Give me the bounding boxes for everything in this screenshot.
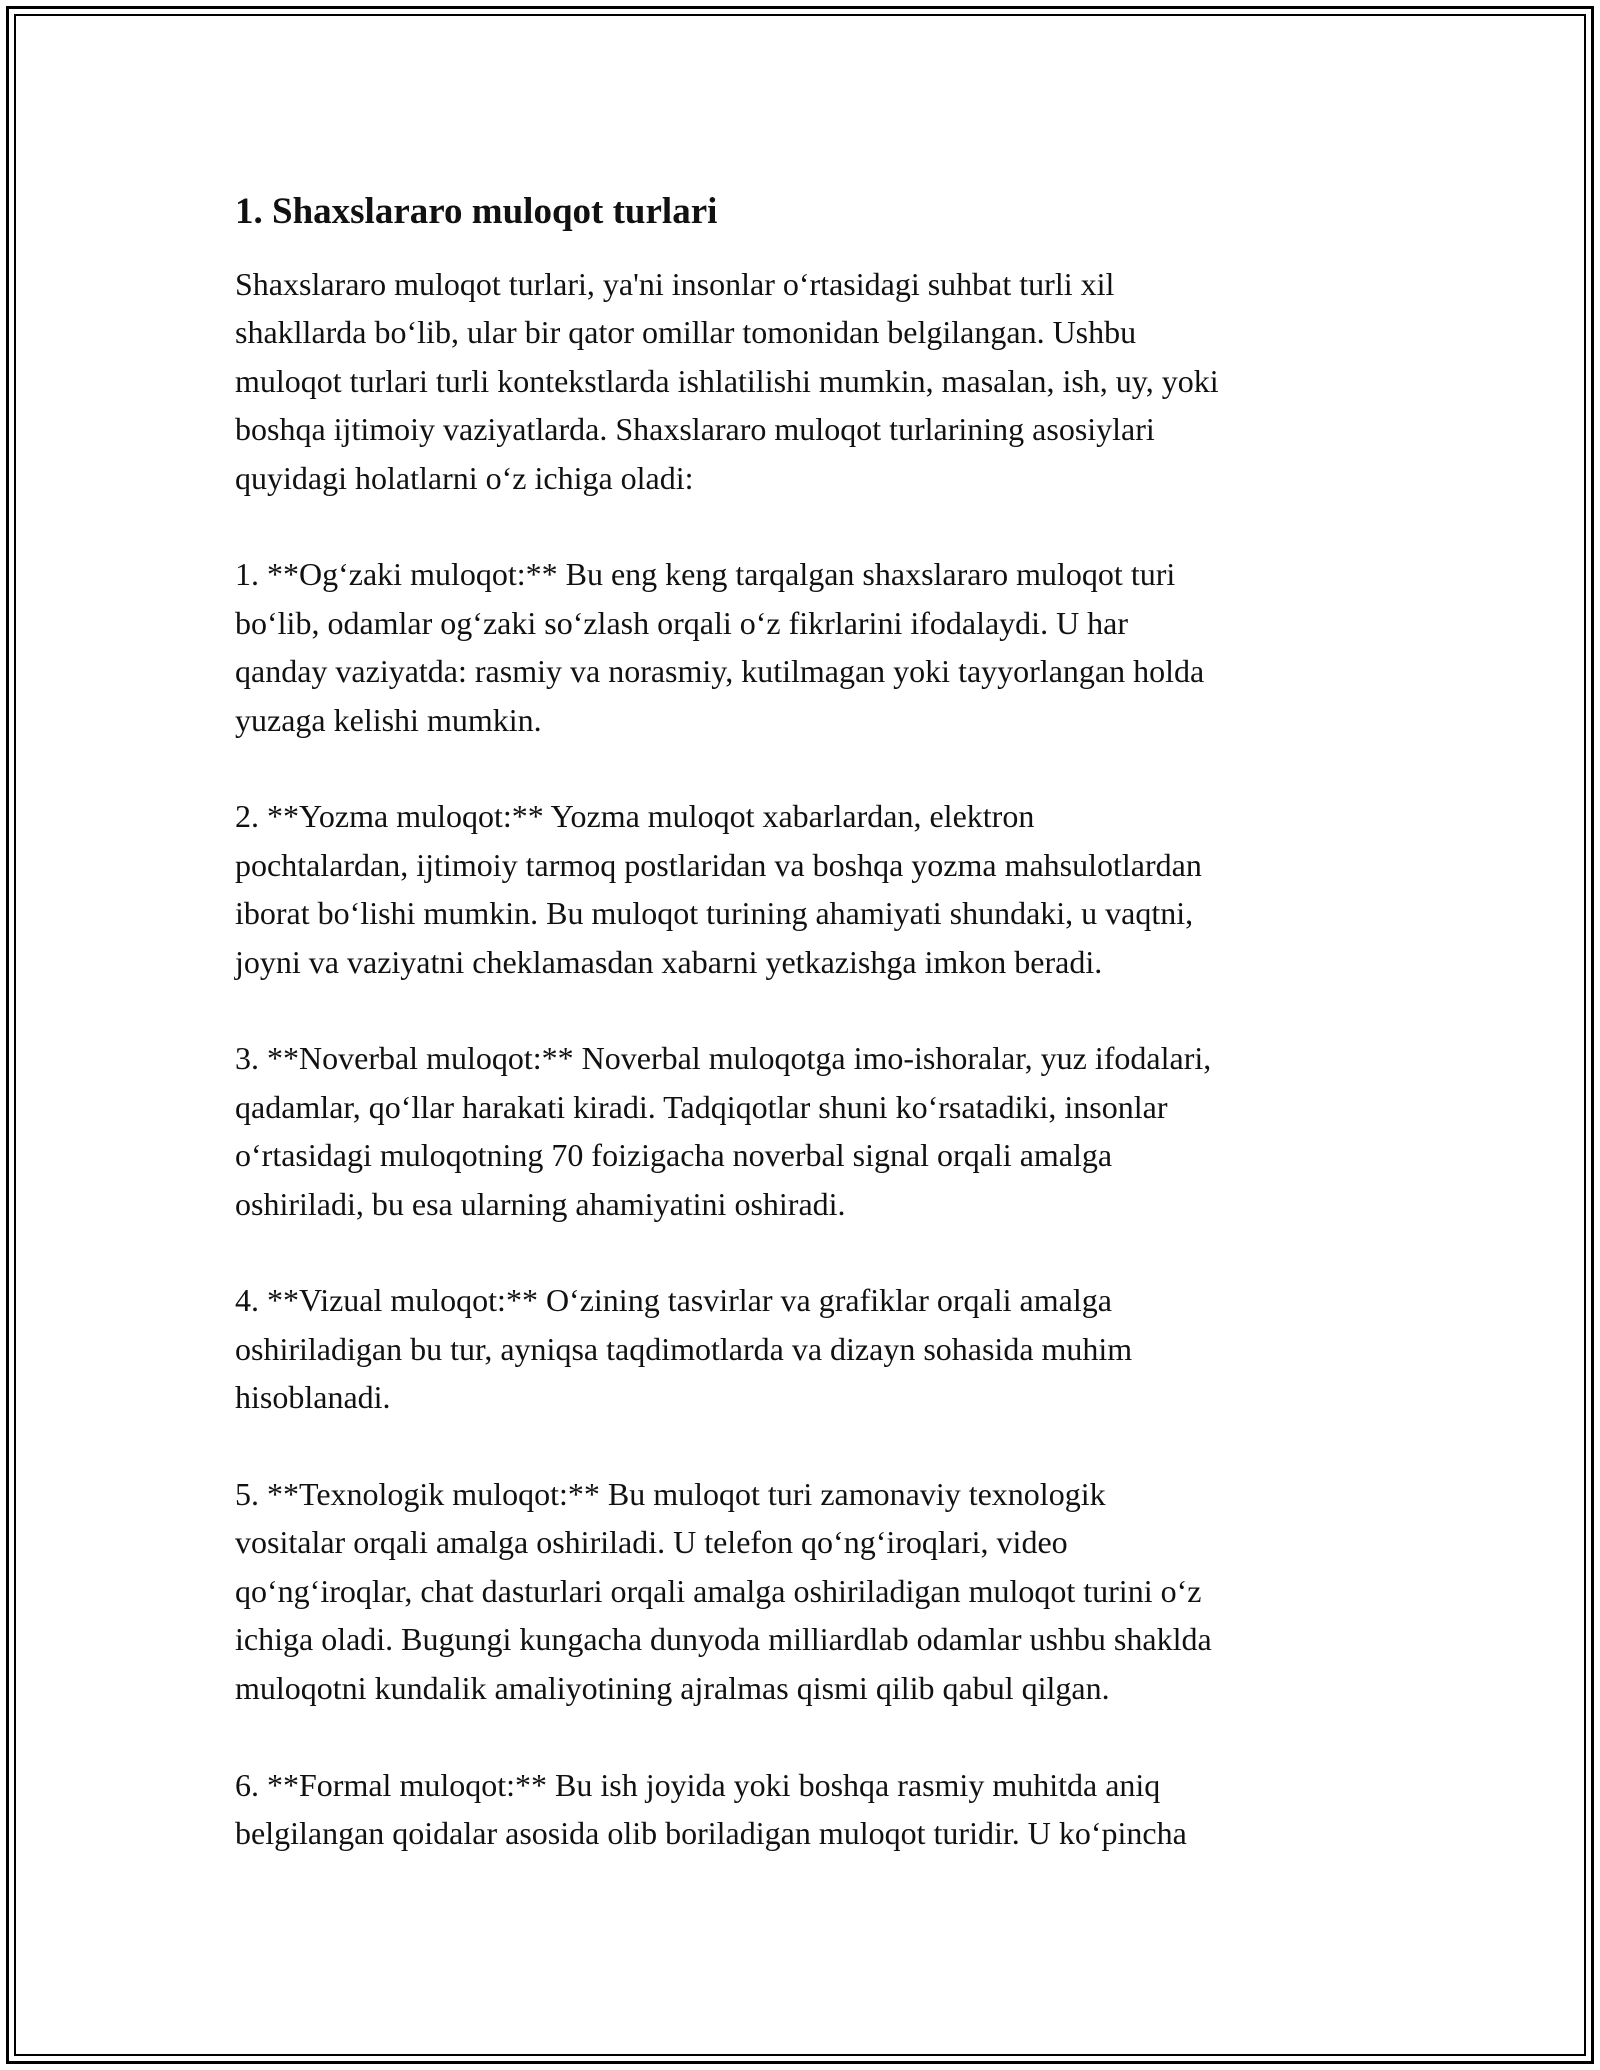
list-item-technological: 5. **Texnologik muloqot:** Bu muloqot turi zamonaviy texnologik vositalar orqali amalga oshiriladi. U telefon qo‘ng‘iroqlari, video qo‘ng‘iroqlar, chat dasturlari orqali amalga oshiriladigan muloqot turini o‘z ichiga oladi. Bugungi kungacha dunyoda milliardlab odamlar ushbu shaklda muloqotni kundalik amaliyotining ajralmas qismi qilib qabul qilgan. [235, 1476, 1212, 1706]
list-item-formal: 6. **Formal muloqot:** Bu ish joyida yoki boshqa rasmiy muhitda aniq belgilangan qoidalar asosida olib boriladigan muloqot turidir. U ko‘pincha [235, 1766, 1187, 1851]
list-item-written: 2. **Yozma muloqot:** Yozma muloqot xabarlardan, elektron pochtalardan, ijtimoiy tarmoq postlaridan va boshqa yozma mahsulotlardan iborat bo‘lishi mumkin. Bu muloqot turining ahamiyati shundaki, u vaqtni, joyni va vaziyatni cheklamasdan xabarni yetkazishga imkon beradi. [235, 798, 1202, 980]
list-item-oral: 1. **Og‘zaki muloqot:** Bu eng keng tarqalgan shaxslararo muloqot turi bo‘lib, odamlar og‘zaki so‘zlash orqali o‘z fikrlarini ifodalaydi. U har qanday vaziyatda: rasmiy va norasmiy, kutilmagan yoki tayyorlangan holda yuzaga kelishi mumkin. [235, 556, 1205, 738]
section-heading: 1. Shaxslararo muloqot turlari [235, 191, 718, 232]
document-body [235, 188, 1375, 1906]
list-item-visual: 4. **Vizual muloqot:** O‘zining tasvirlar va grafiklar orqali amalga oshiriladigan bu tur, ayniqsa taqdimotlarda va dizayn sohasida muhim hisoblanadi. [235, 1282, 1133, 1416]
intro-paragraph: Shaxslararo muloqot turlari, ya'ni insonlar o‘rtasidagi suhbat turli xil shakllarda bo‘lib, ular bir qator omillar tomonidan belgilangan. Ushbu muloqot turlari turli kontekstlarda ishlatilishi mumkin, masalan, ish, uy, yoki boshqa ijtimoiy vaziyatlarda. Shaxslararo muloqot turlarining asosiylari quyidagi holatlarni o‘z ichiga oladi: [235, 266, 1219, 496]
list-item-nonverbal: 3. **Noverbal muloqot:** Noverbal muloqotga imo-ishoralar, yuz ifodalari, qadamlar, qo‘llar harakati kiradi. Tadqiqotlar shuni ko‘rsatadiki, insonlar o‘rtasidagi muloqotning 70 foizigacha noverbal signal orqali amalga oshiriladi, bu esa ularning ahamiyatini oshiradi. [235, 1040, 1212, 1222]
